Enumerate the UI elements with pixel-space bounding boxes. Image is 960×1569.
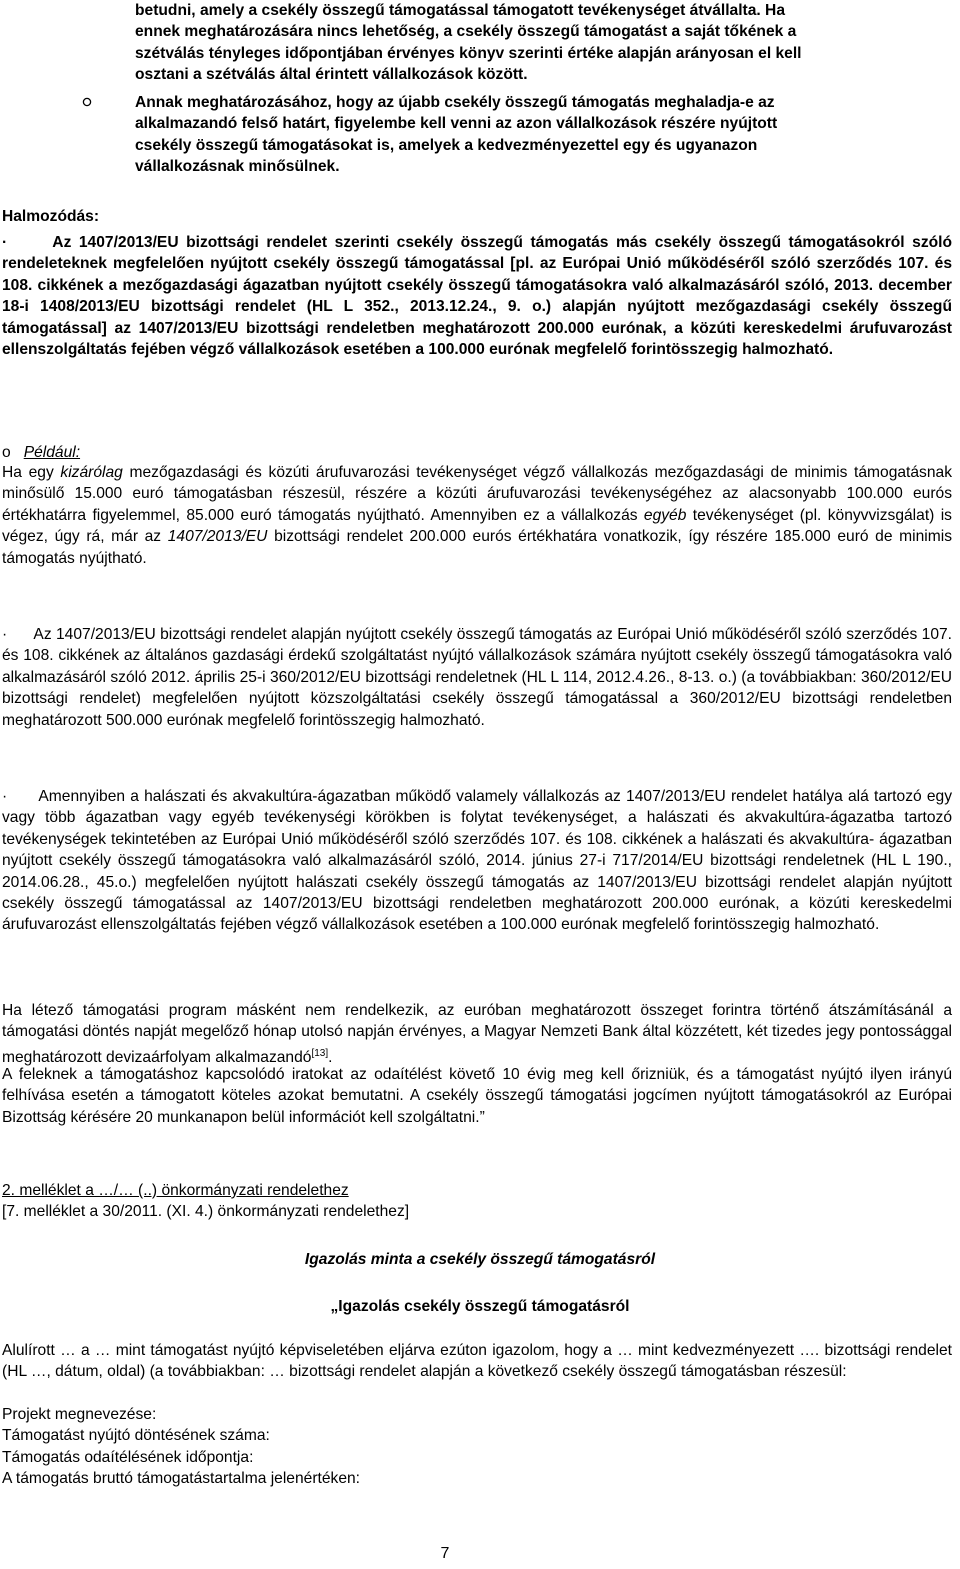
annex-line-2: [7. melléklet a 30/2011. (XI. 4.) önkormányzati rendelethez] [2, 1203, 410, 1221]
exchange-rate-text: Ha létező támogatási program másként nem rendelkezik, az euróban meghatározott összeget forintra történő átszámításánál a támogatási döntés napját megelőző hónap utolsó napján érvényes, a Magyar Nemzeti Bank által közzétett, két tizedes jegy pontossággal meghatározott devizaárfolyam alkalmazandó [2, 1002, 952, 1066]
example-text: mezőgazdasági és közúti árufuvarozási tevékenységet végző vállalkozás mezőgazdasági de minimis támogatásnak minősülő 15.000 euró támogatásban részesül, részére a közúti árufuvarozási tevékenységéhez az alacsonyabb 100.000 eurós értékhatárra figyelemmel, 85.000 euró támogatás nyújtható. Amennyiben ez a vállalkozás [2, 464, 952, 524]
example-paragraph [2, 462, 952, 569]
bullet-line: vállalkozásnak minősülnek. [135, 158, 340, 176]
paragraph-records: A feleknek a támogatáshoz kapcsolódó iratokat az odaítélést követő 10 évig meg kell őrizniük, és a támogatást nyújtó ilyen irányú felhívása esetén a támogatott köteles azokat bemutatni. A csekély összegű támogatási jogcímen nyújtott támogatásokról az Európai Bizottság kérésére 20 munkanapon belül információt kell szolgáltatni.” [2, 1066, 952, 1126]
annex-header [2, 1180, 952, 1223]
bullet-paragraph [135, 92, 950, 178]
form-statement: Alulírott … a … mint támogatást nyújtó képviseletében eljárva ezúton igazolom, hogy a … mint kedvezményezett …. bizottsági rendelet (HL …, dátum, oldal) (a továbbiakban: … bizottsági rendelet alapján a következő csekély összegű támogatásban részesül: [2, 1342, 952, 1381]
example-italic: egyéb [643, 506, 687, 524]
example-marker: o [2, 444, 11, 461]
page-number: 7 [440, 1545, 450, 1562]
form-title: „Igazolás csekély összegű támogatásról [330, 1298, 630, 1315]
paragraph-360-2012: · Az 1407/2013/EU bizottsági rendelet alapján nyújtott csekély összegű támogatás az Európai Unió működéséről szóló szerződés 107. és 108. cikkének az általános gazdasági érdekű szolgáltatást nyújtó vállalkozások számára nyújtott csekély összegű támogatásokra való alkalmazásáról szóló 2012. április 25-i 360/2012/EU bizottsági rendeletnek (HL L 114, 2012.4.26., 8-13. o.) (a továbbiakban: 360/2012/EU bizottsági rendelet) megfelelően nyújtott közszolgáltatási csekély összegű támogatással a 360/2012/EU bizottsági rendeletben meghatározott 500.000 eurónak megfelelő forintösszegig halmozható. [2, 626, 952, 729]
example-text: Ha egy [2, 464, 61, 481]
form-subtitle: Igazolás minta a csekély összegű támogatásról [304, 1251, 656, 1268]
footnote-ref: [13] [311, 1047, 329, 1059]
section-heading-halmozodas: Halmozódás: [2, 208, 100, 225]
form-field-gross-amount: A támogatás bruttó támogatástartalma jelenértéken: [2, 1470, 360, 1488]
halmozodas-paragraph: · Az 1407/2013/EU bizottsági rendelet szerinti csekély összegű támogatás más csekély összegű támogatásokról szóló rendeleteknek megfelelően nyújtott csekély összegű támogatással [pl. az Európai Unió működéséről szóló szerződés 107. és 108. cikkének a mezőgazdasági ágazatban nyújtott csekély összegű támogatásokra való alkalmazásáról szóló, 2013. december 18-i 1408/2013/EU bizottsági rendelet (HL L 352., 2013.12.24., 9. o.) alapján nyújtott mezőgazdasági csekély összegű támogatással] az 1407/2013/EU bizottsági rendeletben meghatározott 200.000 eurónak, a közúti kereskedelmi árufuvarozást ellenszolgáltatás fejében végző vállalkozások esetében a 100.000 eurónak megfelelő forintösszegig halmozható. [2, 234, 952, 359]
paragraph-717-2014: · Amennyiben a halászati és akvakultúra-ágazatban működő valamely vállalkozás az 1407/2013/EU rendelet hatálya alá tartozó egy vagy több ágazatban vagy egyéb tevékenységi körökben is folytat tevékenységet, a halászati és akvakultúra-ágazatba tartozó tevékenységek tekintetében az Európai Unió működéséről szóló szerződés 107. és 108. cikkének a halászati és akvakultúra- ágazatban nyújtott csekély összegű támogatásokra való alkalmazásáról szóló, 2014. június 27-i 717/2014/EU bizottsági rendeletnek (HL L 190., 2014.06.28., 45.o.) megfelelően nyújtott halászati csekély összegű támogatás az 1407/2013/EU bizottsági rendelet alapján nyújtott csekély összegű támogatással az 1407/2013/EU bizottsági rendeletben meghatározott 200.000 eurónak, a közúti kereskedelmi árufuvarozást ellenszolgáltatás fejében végző vállalkozások esetében a 100.000 eurónak megfelelő forintösszegig halmozható. [2, 788, 952, 934]
bullet-line: csekély összegű támogatásokat is, amelyek a kedvezményezettel egy és ugyanazon [135, 136, 758, 154]
example-text: bizottsági rendelet 200.000 eurós értékhatára vonatkozik, így részére 185.000 euró de minimis támogatás nyújtható. [2, 528, 952, 567]
circle-bullet-icon [82, 97, 92, 107]
bullet-line: Annak meghatározásához, hogy az újabb csekély összegű támogatás meghaladja-e az [135, 94, 775, 111]
example-italic: 1407/2013/EU [167, 528, 268, 546]
intro-line: betudni, amely a csekély összegű támogatással támogatott tevékenységet átvállalta. Ha [135, 2, 785, 19]
form-fields [2, 1404, 952, 1490]
example-text: tevékenységet (pl. könyvvizsgálat) is végez, úgy rá, már az [2, 506, 952, 546]
annex-line-1: 2. melléklet a …/… (..) önkormányzati rendelethez [2, 1182, 349, 1199]
form-field-award-date: Támogatás odaítélésének időpontja: [2, 1448, 254, 1466]
intro-line: ennek meghatározására nincs lehetőség, a csekély összegű támogatást a saját tőkének a [135, 23, 797, 41]
form-field-decision-number: Támogatást nyújtó döntésének száma: [2, 1427, 270, 1445]
intro-line: osztani a szétválás által érintett vállalkozások között. [135, 66, 528, 84]
example-heading [2, 442, 952, 463]
example-italic: kizárólag [60, 464, 123, 481]
intro-paragraph [135, 0, 950, 86]
intro-line: szétválás tényleges időpontjában érvényes könyv szerinti értéke alapján arányosan el kell [135, 44, 802, 62]
paragraph-exchange-rate: Ha létező támogatási program másként nem rendelkezik, az euróban meghatározott összeget forintra történő átszámításánál a támogatási döntés napját megelőző hónap utolsó napján érvényes, a Magyar Nemzeti Bank által közzétett, két tizedes jegy pontossággal meghatározott devizaárfolyam alkalmazandó[13]. [2, 1002, 952, 1066]
example-label: Például: [23, 444, 81, 461]
form-field-project-name: Projekt megnevezése: [2, 1406, 157, 1423]
bullet-line: alkalmazandó felső határt, figyelembe kell venni az azon vállalkozások részére nyújtott [135, 115, 778, 133]
